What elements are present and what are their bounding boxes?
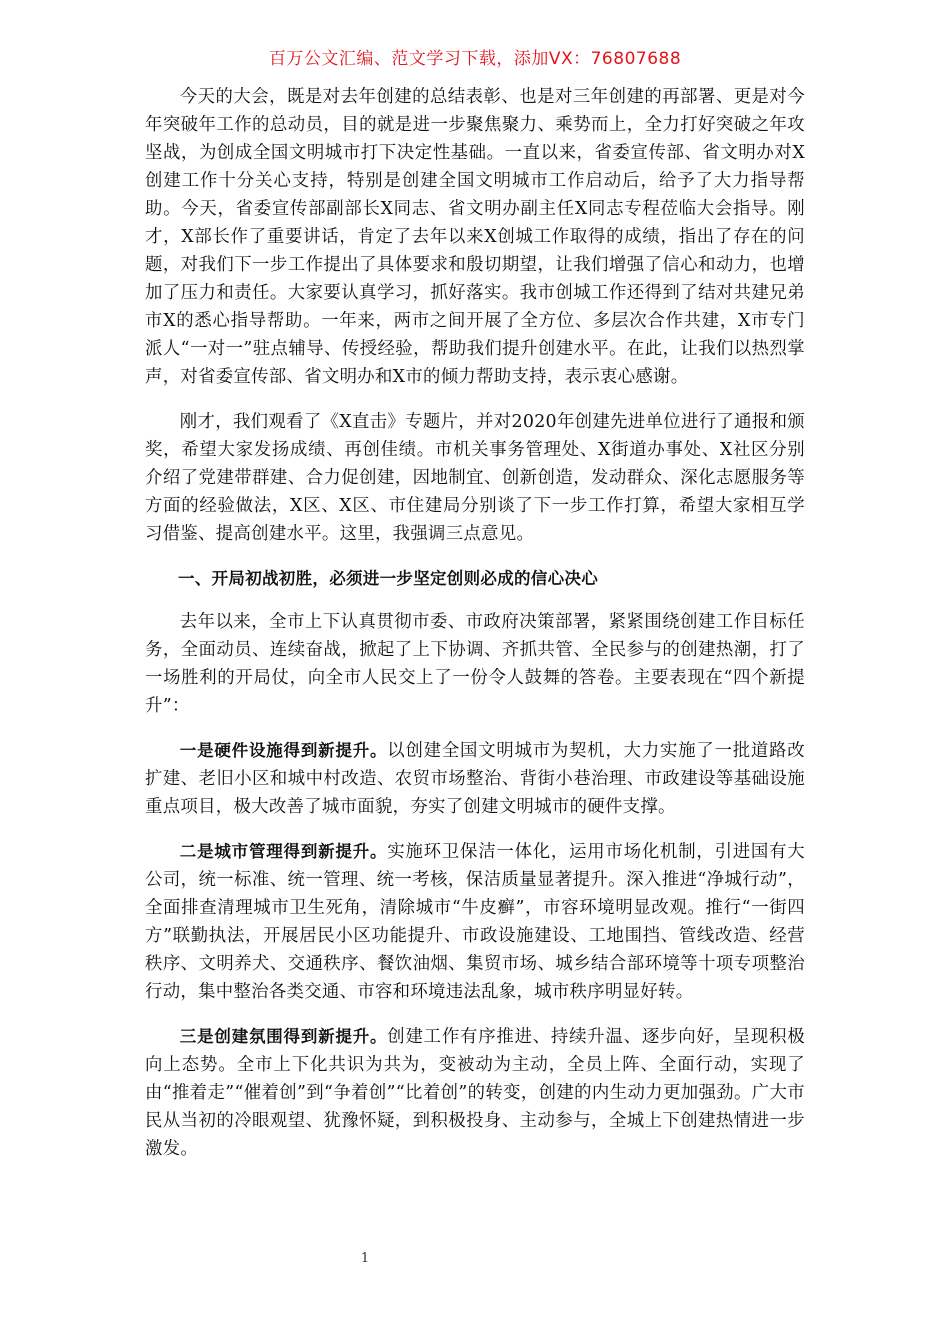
section-intro: 去年以来，全市上下认真贯彻市委、市政府决策部署，紧紧围绕创建工作目标任务，全面动员、连续奋战，掀起了上下协调、齐抓共管、全民参与的创建热潮，打了一场胜利的开局仗，向全市人民交上了一份令人鼓舞的答卷。主要表现在“四个新提升”：	[145, 612, 805, 716]
paragraph: 刚才，我们观看了《X直击》专题片，并对2020年创建先进单位进行了通报和颁奖，希望大家发扬成绩、再创佳绩。市机关事务管理处、X街道办事处、X社区分别介绍了党建带群建、合力促创建，因地制宜、创新创造，发动群众、深化志愿服务等方面的经验做法，X区、X区、市住建局分别谈了下一步工作打算，希望大家相互学习借鉴、提高创建水平。这里，我强调三点意见。	[145, 412, 805, 544]
point-paragraph	[145, 838, 805, 1006]
point-text: 创建工作有序推进、持续升温、逐步向好，呈现积极向上态势。全市上下化共识为共为，变被动为主动，全员上阵、全面行动，实现了由“推着走”“催着创”到“争着创”“比着创”的转变，创建的内生动力更加强劲。广大市民从当初的冷眼观望、犹豫怀疑，到积极投身、主动参与，全城上下创建热情进一步激发。	[145, 1027, 805, 1159]
point-lead: 二是城市管理得到新提升。	[179, 842, 388, 861]
page-number: 1	[360, 1251, 370, 1266]
paragraph: 今天的大会，既是对去年创建的总结表彰、也是对三年创建的再部署、更是对今年突破年工作的总动员，目的就是进一步聚焦聚力、乘势而上，全力打好突破之年攻坚战，为创成全国文明城市打下决定性基础。一直以来，省委宣传部、省文明办对X创建工作十分关心支持，特别是创建全国文明城市工作启动后，给予了大力指导帮助。今天，省委宣传部副部长X同志、省文明办副主任X同志专程莅临大会指导。刚才，X部长作了重要讲话，肯定了去年以来X创城工作取得的成绩，指出了存在的问题，对我们下一步工作提出了具体要求和殷切期望，让我们增强了信心和动力，也增加了压力和责任。大家要认真学习，抓好落实。我市创城工作还得到了结对共建兄弟市X的悉心指导帮助。一年来，两市之间开展了全方位、多层次合作共建，X市专门派人“一对一”驻点辅导、传授经验，帮助我们提升创建水平。在此，让我们以热烈掌声，对省委宣传部、省文明办和X市的倾力帮助支持，表示衷心感谢。	[145, 87, 805, 387]
document-body	[145, 83, 805, 1180]
point-paragraph	[145, 737, 805, 821]
promo-banner: 百万公文汇编、范文学习下载，添加VX：76807688	[268, 49, 682, 69]
point-lead: 一是硬件设施得到新提升。	[179, 741, 388, 760]
section-heading: 一、开局初战初胜，必须进一步坚定创则必成的信心决心	[178, 569, 598, 588]
point-lead: 三是创建氛围得到新提升。	[179, 1027, 388, 1046]
point-paragraph	[145, 1023, 805, 1163]
point-text: 以创建全国文明城市为契机，大力实施了一批道路改扩建、老旧小区和城中村改造、农贸市场整治、背街小巷治理、市政建设等基础设施重点项目，极大改善了城市面貌，夯实了创建文明城市的硬件支撑。	[145, 741, 805, 817]
point-text: 实施环卫保洁一体化，运用市场化机制，引进国有大公司，统一标准、统一管理、统一考核，保洁质量显著提升。深入推进“净城行动”，全面排查清理城市卫生死角，清除城市“牛皮癣”，市容环境明显改观。推行“一街四方”联勤执法，开展居民小区功能提升、市政设施建设、工地围挡、管线改造、经营秩序、文明养犬、交通秩序、餐饮油烟、集贸市场、城乡结合部环境等十项专项整治行动，集中整治各类交通、市容和环境违法乱象，城市秩序明显好转。	[145, 842, 805, 1002]
